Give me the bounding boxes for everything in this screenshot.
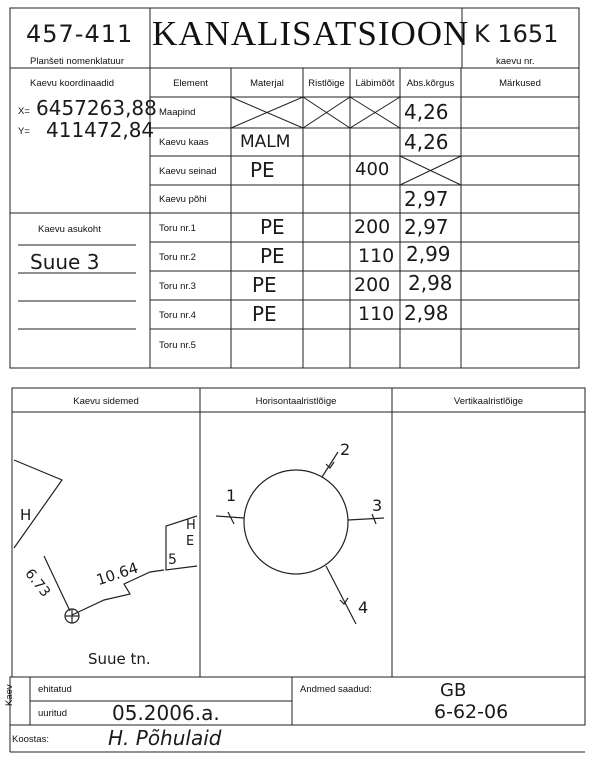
coordinates-label: Kaevu koordinaadid bbox=[30, 78, 114, 89]
row-material-pipe-1: PE bbox=[260, 215, 285, 239]
x-coordinate: 6457263,88 bbox=[36, 96, 157, 120]
row-element-ground: Maapind bbox=[159, 107, 196, 118]
row-height-pipe-1: 2,97 bbox=[404, 215, 449, 239]
compiled-label: Koostas: bbox=[12, 734, 49, 745]
location-label: Kaevu asukoht bbox=[38, 224, 101, 235]
row-diameter-walls: 400 bbox=[355, 159, 390, 180]
data-source-value-2: 6-62-06 bbox=[434, 701, 509, 723]
y-prefix: Y= bbox=[18, 126, 30, 137]
row-height-cover: 4,26 bbox=[404, 130, 449, 154]
sketch-distance-1: 6.73 bbox=[21, 566, 54, 601]
built-label: ehitatud bbox=[38, 684, 72, 695]
data-source-label: Andmed saadud: bbox=[300, 684, 372, 695]
col-header-notes: Märkused bbox=[499, 78, 541, 89]
col-header-diameter: Läbimõõt bbox=[355, 78, 395, 89]
col-header-section: Ristlõige bbox=[308, 78, 345, 89]
connections-label: Kaevu sidemed bbox=[73, 396, 139, 407]
pipe-label-2: 2 bbox=[340, 440, 351, 459]
row-height-pipe-3: 2,98 bbox=[408, 271, 453, 295]
page-title: KANALISATSIOON bbox=[152, 14, 470, 53]
row-element-pipe-2: Toru nr.2 bbox=[159, 252, 196, 263]
row-height-ground: 4,26 bbox=[404, 100, 449, 124]
row-element-pipe-3: Toru nr.3 bbox=[159, 281, 196, 292]
row-diameter-pipe-3: 200 bbox=[354, 274, 391, 296]
horizontal-section-label: Horisontaalristlõige bbox=[255, 396, 337, 407]
row-material-pipe-3: PE bbox=[252, 273, 277, 297]
row-element-cover: Kaevu kaas bbox=[159, 137, 209, 148]
footer-side-label: Kaev bbox=[4, 684, 15, 706]
row-element-pipe-1: Toru nr.1 bbox=[159, 223, 196, 234]
sheet-nomenclature-label: Planšeti nomenklatuur bbox=[30, 56, 124, 67]
vertical-section-label: Vertikaalristlõige bbox=[453, 396, 524, 407]
checked-label: uuritud bbox=[38, 708, 68, 719]
sketch-house-left: H bbox=[20, 506, 32, 524]
row-element-pipe-4: Toru nr.4 bbox=[159, 310, 196, 321]
row-diameter-pipe-2: 110 bbox=[358, 245, 395, 267]
col-header-height: Abs.kõrgus bbox=[406, 78, 455, 89]
row-material-walls: PE bbox=[250, 158, 275, 182]
pipe-label-4: 4 bbox=[358, 598, 369, 617]
y-coordinate: 411472,84 bbox=[46, 118, 155, 142]
manhole-number-label: kaevu nr. bbox=[496, 56, 535, 67]
sketch-e-mark: E bbox=[186, 534, 195, 549]
manhole-number: K 1651 bbox=[474, 20, 559, 48]
row-diameter-pipe-4: 110 bbox=[358, 303, 395, 325]
row-element-bottom: Kaevu põhi bbox=[159, 194, 207, 205]
row-element-pipe-5: Toru nr.5 bbox=[159, 340, 196, 351]
row-material-pipe-2: PE bbox=[260, 244, 285, 268]
col-header-material: Materjal bbox=[250, 78, 284, 89]
row-element-walls: Kaevu seinad bbox=[159, 166, 217, 177]
sketch-street-name: Suue tn. bbox=[88, 650, 151, 668]
location-value: Suue 3 bbox=[30, 250, 100, 274]
sketch-house-right: H bbox=[186, 518, 196, 533]
sketch-distance-2: 10.64 bbox=[94, 558, 141, 590]
row-diameter-pipe-1: 200 bbox=[354, 216, 391, 238]
row-height-pipe-4: 2,98 bbox=[404, 301, 449, 325]
row-height-pipe-2: 2,99 bbox=[406, 242, 451, 266]
sketch-s-mark: 5 bbox=[168, 552, 177, 568]
sheet-nomenclature: 457-411 bbox=[26, 20, 134, 48]
col-header-element: Element bbox=[173, 78, 208, 89]
row-material-cover: MALM bbox=[240, 132, 291, 152]
x-prefix: X= bbox=[18, 106, 30, 117]
row-material-pipe-4: PE bbox=[252, 302, 277, 326]
compiled-signature: H. Põhulaid bbox=[108, 726, 222, 750]
pipe-label-3: 3 bbox=[372, 496, 383, 515]
pipe-label-1: 1 bbox=[226, 486, 237, 505]
data-source-value-1: GB bbox=[440, 680, 467, 701]
checked-value: 05.2006.a. bbox=[112, 701, 220, 725]
row-height-bottom: 2,97 bbox=[404, 187, 449, 211]
